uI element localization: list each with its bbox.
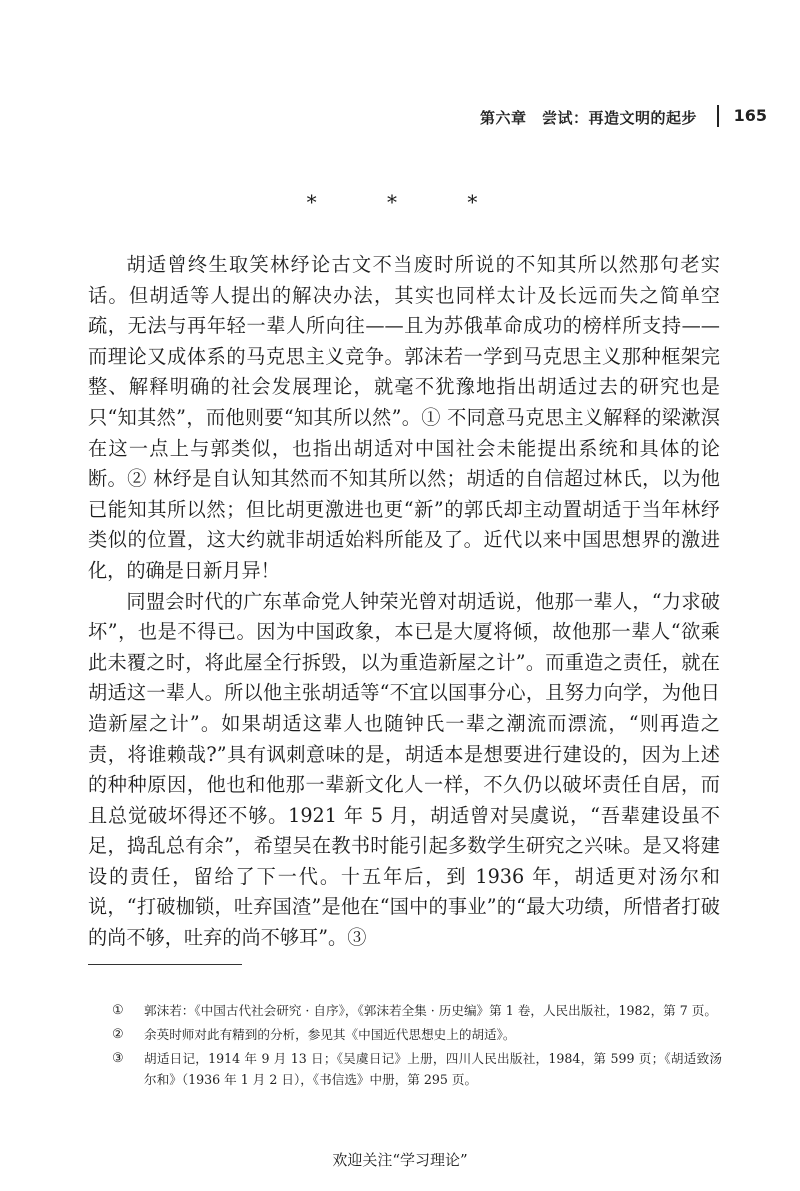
footnotes [112,1000,722,1093]
footnote-text: 胡适日记，1914 年 9 月 13 日；《吴虞日记》上册，四川人民出版社，1984，第 599 页；《胡适致汤尔和》（1936 年 1 月 2 日），《书信选》中册，第 295 页。 [144,1051,722,1087]
footnote-item [112,1024,722,1045]
footnote-item [112,1048,722,1090]
footnote-text: 郭沫若：《中国古代社会研究 · 自序》，《郭沫若全集 · 历史编》第 1 卷，人民出版社，1982，第 7 页。 [144,1003,717,1018]
footnote-mark: ② [112,1027,124,1042]
paragraph: 同盟会时代的广东革命党人钟荣光曾对胡适说，他那一辈人，“力求破坏”，也是不得已。因为中国政象，本已是大厦将倾，故他那一辈人“欲乘此未覆之时，将此屋全行拆毁，以为重造新屋之计”。而重造之责任，就在胡适这一辈人。所以他主张胡适等“不宜以国事分心，且努力向学，为他日造新屋之计”。如果胡适这辈人也随钟氏一辈之潮流而漂流，“则再造之责，将谁赖哉?”具有讽刺意味的是，胡适本是想要进行建设的，因为上述的种种原因，他也和他那一辈新文化人一样，不久仍以破坏责任自居，而且总觉破坏得还不够。1921 年 5 月，胡适曾对吴虞说，“吾辈建设虽不足，捣乱总有余”，希望吴在教书时能引起多数学生研究之兴味。是又将建设的责任，留给了下一代。十五年后，到 1936 年，胡适更对汤尔和说，“打破枷锁，吐弃国渣”是他在“国中的事业”的“最大功绩，所惜者打破的尚不够，吐弃的尚不够耳”。③ [88,589,720,950]
footnote-text: 余英时师对此有精到的分析，参见其《中国近代思想史上的胡适》。 [144,1027,516,1042]
footnote-item [112,1000,722,1021]
running-header [0,103,767,133]
section-break: * * * [306,190,510,214]
paragraph: 胡适曾终生取笑林纾论古文不当废时所说的不知其所以然那句老实话。但胡适等人提出的解决办法，其实也同样太计及长远而失之简单空疏，无法与再年轻一辈人所向往——且为苏俄革命成功的榜样所支持——而理论又成体系的马克思主义竞争。郭沫若一学到马克思主义那种框架完整、解释明确的社会发展理论，就毫不犹豫地指出胡适过去的研究也是只“知其然”，而他则要“知其所以然”。① 不同意马克思主义解释的梁漱溟在这一点上与郭类似，也指出胡适对中国社会未能提出系统和具体的论断。② 林纾是自认知其然而不知其所以然；胡适的自信超过林氏，以为他已能知其所以然；但比胡更激进也更“新”的郭氏却主动置胡适于当年林纾类似的位置，这大约就非胡适始料所能及了。近代以来中国思想界的激进化，的确是日新月异！ [88,253,720,582]
footnote-mark: ① [112,1003,124,1018]
footnote-divider [88,964,242,965]
header-divider [717,105,719,127]
page-number: 165 [733,106,767,125]
chapter-title: 第六章 尝试：再造文明的起步 [479,109,697,127]
page-footer: 欢迎关注“学习理论” [332,1151,468,1169]
main-text [88,250,720,954]
footnote-mark: ③ [112,1051,124,1066]
